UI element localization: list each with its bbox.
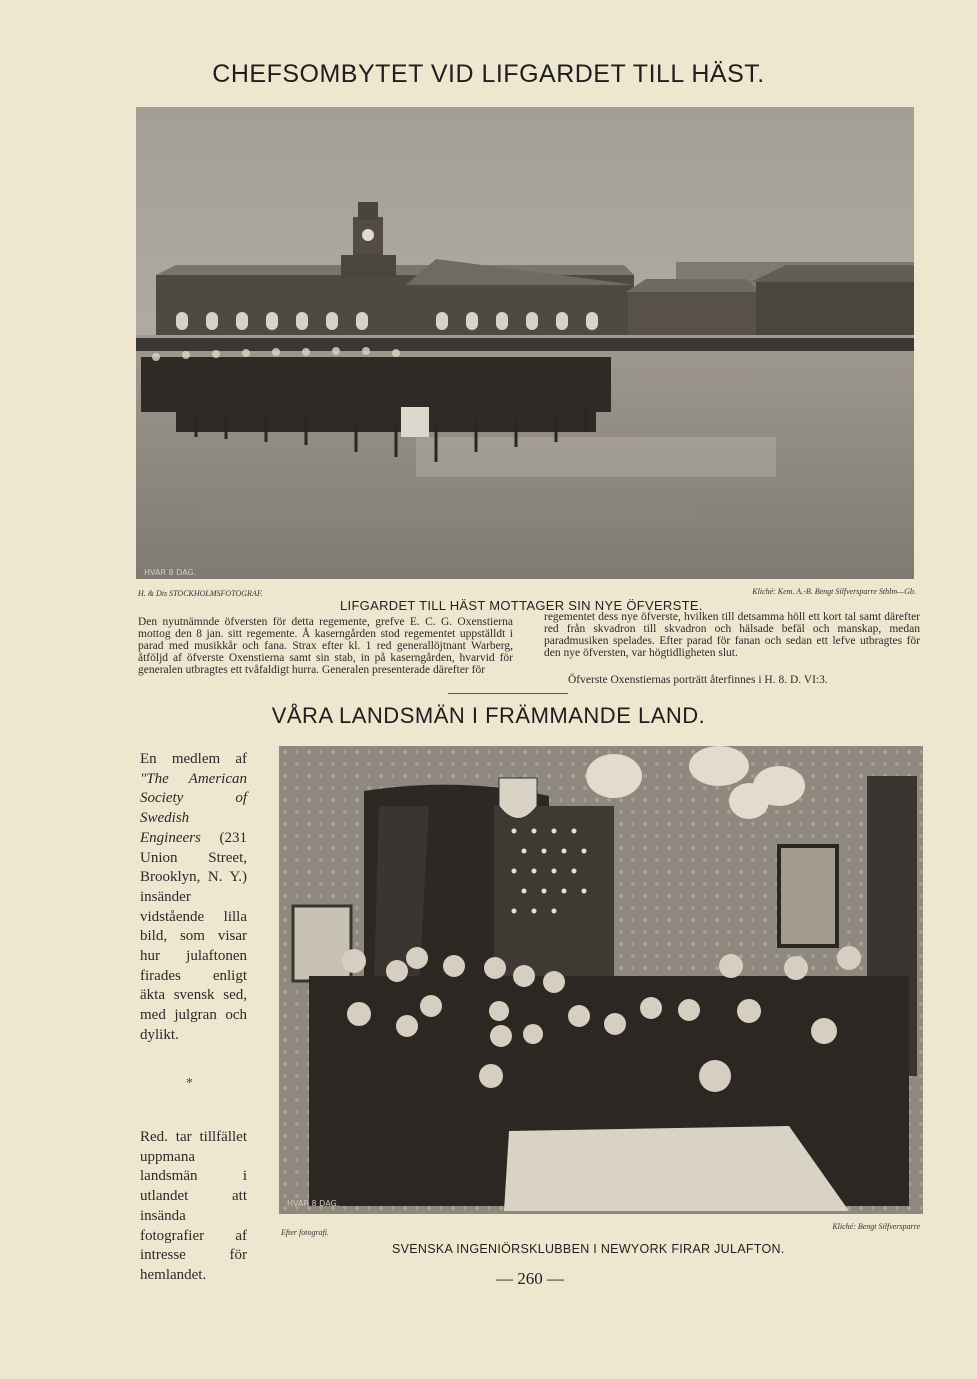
article1-column1: Den nyutnämnde öfversten för detta regemente, grefve E. C. G. Oxenstierna mottog den 8 jan. sitt regemente. Å kaserngården stod regementet uppställdt i parad med musikkår och fana. Strax efter kl. 1 red generallöjtnant Warberg, åtföljd af öfverste Oxenstierna samt sin stab, in på kaserngården, hvarvid för generalen utbragtes ett tvåfaldigt hurra. Generalen presenterade därefter för xyxy=(138,616,513,676)
sidebar-society-name: "The American Society of Swedish Engineers xyxy=(140,770,247,846)
photo2-credit-left: Efter fotografi. xyxy=(281,1228,329,1237)
section-divider xyxy=(448,693,568,694)
photo1-credit-left: H. & Dis STOCKHOLMSFOTOGRAF. xyxy=(138,589,263,598)
sidebar-editor-note: Red. tar tillfället uppmana landsmän i utlandet att insända fotografier af intresse för hemlandet. xyxy=(140,1129,247,1283)
photo1-watermark: HVAR 8 DAG. xyxy=(144,568,197,577)
article1-note: Öfverste Oxenstiernas porträtt återfinnes i H. 8. D. VI:3. xyxy=(568,674,828,686)
sidebar-separator: * xyxy=(186,1076,193,1091)
club-photo-image xyxy=(279,746,923,1214)
section2-title: VÅRA LANDSMÄN I FRÄMMANDE LAND. xyxy=(271,703,706,728)
article1-column2: regementet dess nye öfverste, hvilken till detsamma höll ett kort tal samt därefter red från skvadron till skvadron och hälsade befäl och manskap, medan paradmusiken spelades. Efter parad för fanan och sedan ett lefve utbragtes för den nye öfversten, var högtidligheten slut. xyxy=(544,611,920,659)
photo2-caption: SVENSKA INGENIÖRSKLUBBEN I NEWYORK FIRAR JULAFTON. xyxy=(392,1242,785,1256)
parade-photo xyxy=(136,107,914,579)
photo1-credit-right: Kliché: Kem. A.-B. Bengt Silfversparre Sthlm—Gb. xyxy=(752,587,916,596)
page-title: CHEFSOMBYTET VID LIFGARDET TILL HÄST. xyxy=(212,60,765,88)
sidebar-p1-end: (231 Union Street, Brooklyn, N. Y.) insänder vidstående lilla bild, som visar hur julaftonen firades enligt äkta svensk sed, med julgran och dylikt. xyxy=(140,829,247,1043)
club-photo xyxy=(279,746,923,1214)
sidebar-p1-start: En medlem af xyxy=(140,751,247,767)
page-number: — 260 — xyxy=(496,1269,564,1288)
parade-photo-image xyxy=(136,107,914,579)
photo1-caption: LIFGARDET TILL HÄST MOTTAGER SIN NYE ÖFVERSTE. xyxy=(340,598,703,613)
photo2-watermark: HVAR 8 DAG. xyxy=(287,1199,340,1208)
photo2-credit-right: Kliché: Bengt Silfversparre xyxy=(832,1222,920,1231)
sidebar-paragraph xyxy=(140,750,247,1046)
